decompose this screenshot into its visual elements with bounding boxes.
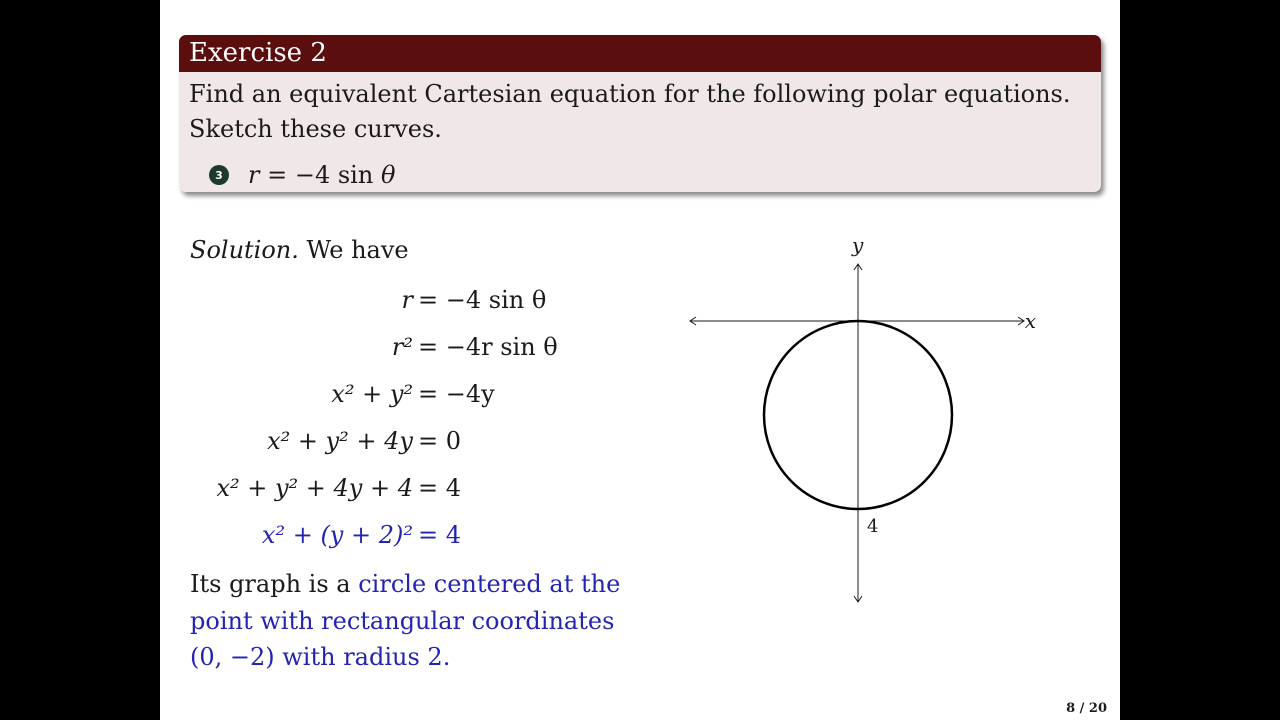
conclusion-plain: Its graph is a xyxy=(190,570,359,598)
circle-graph xyxy=(680,230,1040,610)
equation-lhs: x² + y² + 4y xyxy=(267,427,413,455)
equation-lhs: r² xyxy=(391,333,413,361)
equation-rhs: = 4 xyxy=(418,474,462,502)
item-equation: r = −4 sin θ xyxy=(248,161,396,189)
solution-label: Solution. xyxy=(190,236,299,264)
solution-intro xyxy=(190,236,409,264)
exercise-item xyxy=(209,160,395,190)
equation-rhs: = −4 sin θ xyxy=(418,286,547,314)
conclusion-highlight: circle centered at the point with rectangular coordinates (0, −2) with radius 2. xyxy=(190,570,621,671)
equation-rhs: = −4r sin θ xyxy=(418,333,558,361)
item-number-badge: 3 xyxy=(209,165,229,185)
tick-label: 4 xyxy=(867,516,879,537)
slide xyxy=(160,0,1120,720)
equation-rhs: = 4 xyxy=(418,521,462,549)
equation-lhs: x² + y² + 4y + 4 xyxy=(216,474,413,502)
exercise-block xyxy=(179,35,1101,192)
equation-lhs: x² + (y + 2)² xyxy=(261,521,413,549)
equation-lhs: r xyxy=(401,286,413,314)
conclusion-text xyxy=(190,566,630,676)
solution-intro-text: We have xyxy=(298,236,409,264)
exercise-title: Exercise 2 xyxy=(179,35,1101,72)
equation-lhs: x² + y² xyxy=(331,380,413,408)
page-number: 8 / 20 xyxy=(1066,701,1107,716)
equation-rhs: = 0 xyxy=(418,427,462,455)
exercise-prompt: Find an equivalent Cartesian equation for the following polar equations. Sketch these curves. xyxy=(189,80,1071,143)
y-axis-label: y xyxy=(852,233,864,257)
x-axis-label: x xyxy=(1024,309,1036,333)
equation-rhs: = −4y xyxy=(418,380,495,408)
